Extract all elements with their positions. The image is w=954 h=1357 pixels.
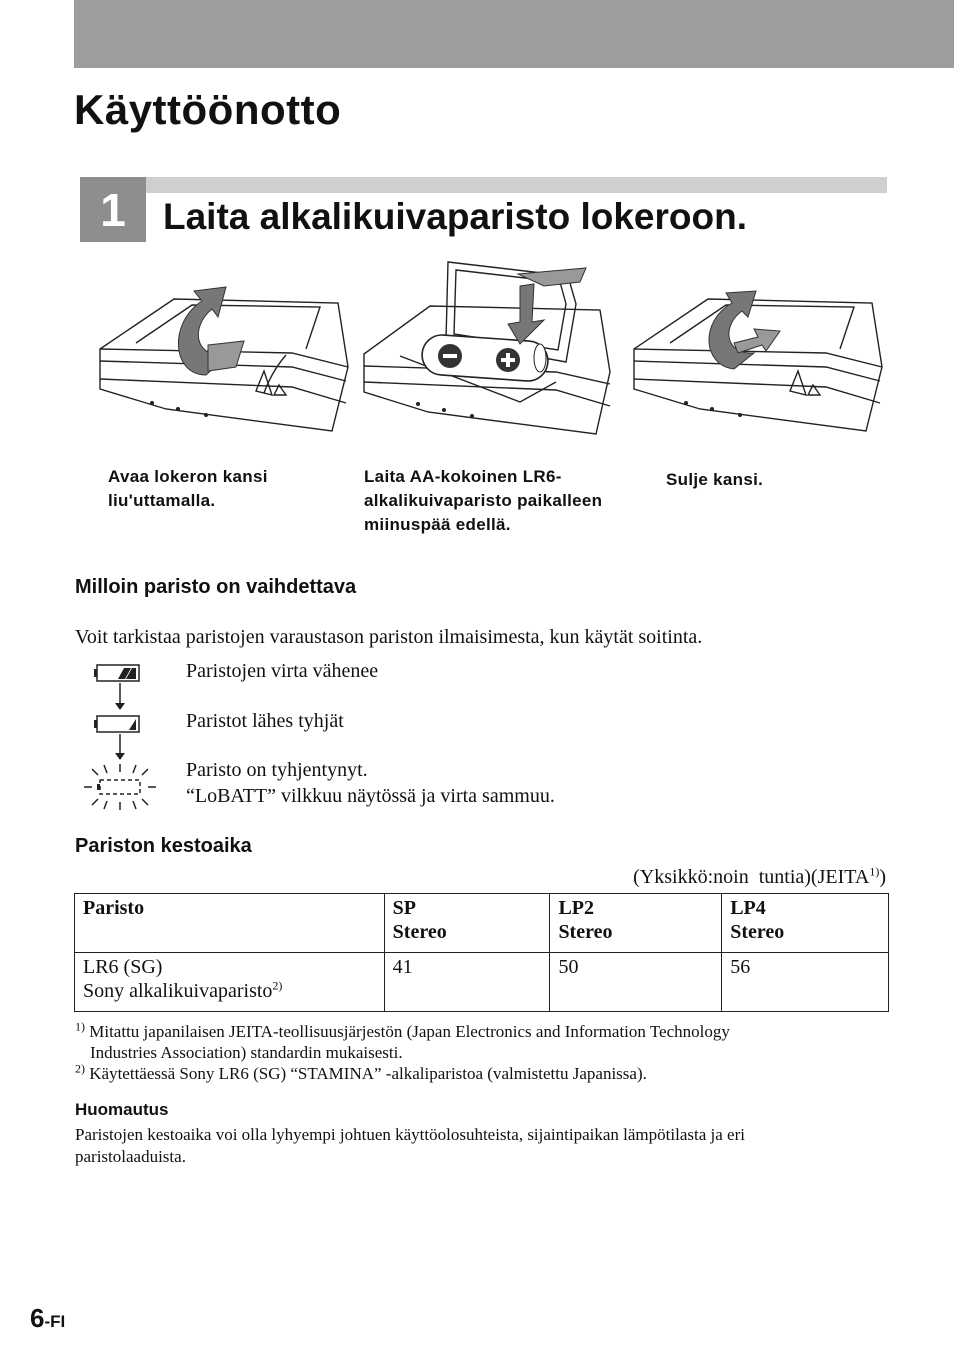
battery-level-1: Paristojen virta vähenee	[186, 660, 379, 682]
battery-indicator-sequence	[80, 656, 160, 816]
table-header: SP Stereo	[384, 894, 550, 953]
illustration-open-lid	[96, 283, 351, 433]
footnote-1-cont: Industries Association) standardin mukaisesti.	[90, 1043, 403, 1062]
unit-note: (Yksikkö:noin tuntia)(JEITA$^{1)}$)	[633, 864, 886, 888]
duration-heading: Pariston kestoaika	[75, 835, 252, 857]
note-heading: Huomautus	[75, 1100, 169, 1119]
table-cell: 50	[550, 953, 722, 1012]
battery-level-3: Paristo on tyhjentynyt.	[186, 759, 368, 781]
note-text: Paristojen kestoaika voi olla lyhyempi johtuen käyttöolosuhteista, sijaintipaikan lämpötilasta ja eri	[75, 1125, 745, 1144]
table-row	[75, 953, 889, 1012]
footnote-1: $^{1)}$ Mitattu japanilaisen JEITA-teollisuusjärjestön (Japan Electronics and Information Technology	[75, 1019, 730, 1041]
caption-open-lid: Avaa lokeron kansi liu'uttamalla.	[108, 467, 268, 510]
table-header-row	[75, 894, 889, 953]
page-number: 6-FI	[30, 1303, 66, 1333]
battery-level-3-detail: “LoBATT” vilkkuu näytössä ja virta sammuu.	[186, 785, 555, 807]
table-header: Paristo	[75, 894, 385, 953]
battery-duration-table	[74, 893, 889, 1012]
footnote-2: $^{2)}$ Käytettäessä Sony LR6 (SG) “STAMINA” -alkaliparistoa (valmistettu Japanissa).	[75, 1061, 647, 1083]
table-header: LP2 Stereo	[550, 894, 722, 953]
step-bar	[80, 177, 887, 193]
battery-nearly-empty-icon	[94, 716, 139, 732]
caption-insert-battery: Laita AA-kokoinen LR6- alkalikuivaparisto paikalleen miinuspää edellä.	[364, 467, 603, 534]
caption-close-lid: Sulje kansi.	[666, 470, 764, 489]
table-header: LP4 Stereo	[722, 894, 889, 953]
illustration-insert-battery	[360, 256, 620, 436]
illustration-close-lid	[630, 283, 885, 433]
page-title: Käyttöönotto	[74, 86, 342, 133]
header-bar	[74, 0, 954, 68]
step-number: 1	[80, 177, 146, 242]
replace-heading: Milloin paristo on vaihdettava	[75, 576, 357, 598]
battery-low-icon	[94, 665, 139, 681]
table-cell: 41	[384, 953, 550, 1012]
battery-flashing-icon	[84, 764, 156, 810]
step-title: Laita alkalikuivaparisto lokeroon.	[163, 196, 747, 237]
note-text-cont: paristolaaduista.	[75, 1147, 186, 1166]
battery-level-2: Paristot lähes tyhjät	[186, 710, 344, 732]
table-cell: LR6 (SG) Sony alkalikuivaparisto$^{2)}$	[75, 953, 385, 1012]
replace-intro: Voit tarkistaa paristojen varaustason pariston ilmaisimesta, kun käytät soitinta.	[75, 626, 703, 648]
table-cell: 56	[722, 953, 889, 1012]
